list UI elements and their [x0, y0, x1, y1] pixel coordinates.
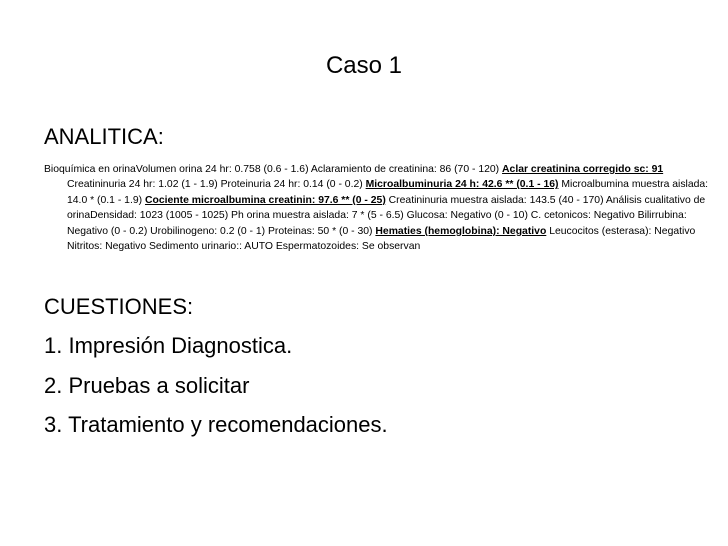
analysis-highlight-hematies: Hematies (hemoglobina): Negativo	[375, 225, 547, 237]
cuestiones-heading: CUESTIONES:	[44, 294, 194, 319]
slide-title: Caso 1	[325, 52, 403, 79]
question-item-1: 1. Impresión Diagnostica.	[44, 333, 293, 358]
analysis-highlight-microalbuminuria: Microalbuminuria 24 h: 42.6 ** (0.1 - 16)	[365, 179, 559, 191]
analysis-results-paragraph	[44, 162, 712, 254]
analysis-text-segment: Creatininuria muestra aislada: 143.5 (40 - 170) Análisis cualitativo de orinaDensidad: 1023 (1005 - 1025) Ph orina muestra aislada: 7 * (5 - 6.5) Glucosa: Negativo (0 - 10) C. cetonicos: Negativo Bilirrubina: Negativo (0 - 0.2) Urobilinogeno: 0.2 (0 - 1) Proteinas: 50 * (0 - 30)	[67, 194, 706, 237]
analysis-text-segment: Creatininuria 24 hr: 1.02 (1 - 1.9) Proteinuria 24 hr: 0.14 (0 - 0.2)	[67, 179, 366, 191]
analysis-highlight-cociente: Cociente microalbumina creatinin: 97.6 ** (0 - 25)	[144, 194, 386, 206]
analysis-text-segment: Leucocitos (esterasa): Negativo Nitritos: Negativo Sedimento urinario:: AUTO Espermatozoides: Se observan	[67, 225, 696, 253]
analysis-highlight-aclaramiento: Aclar creatinina corregido sc: 91	[502, 164, 664, 175]
question-item-2: 2. Pruebas a solicitar	[44, 373, 250, 398]
analitica-heading: ANALITICA:	[44, 124, 164, 149]
analysis-text-segment: Bioquímica en orinaVolumen orina 24 hr: 0.758 (0.6 - 1.6) Aclaramiento de creatinina: 86 (70 - 120)	[44, 164, 503, 175]
question-item-3: 3. Tratamiento y recomendaciones.	[44, 412, 388, 437]
analysis-text-segment: Microalbumina muestra aislada: 14.0 * (0.1 - 1.9)	[67, 179, 709, 206]
